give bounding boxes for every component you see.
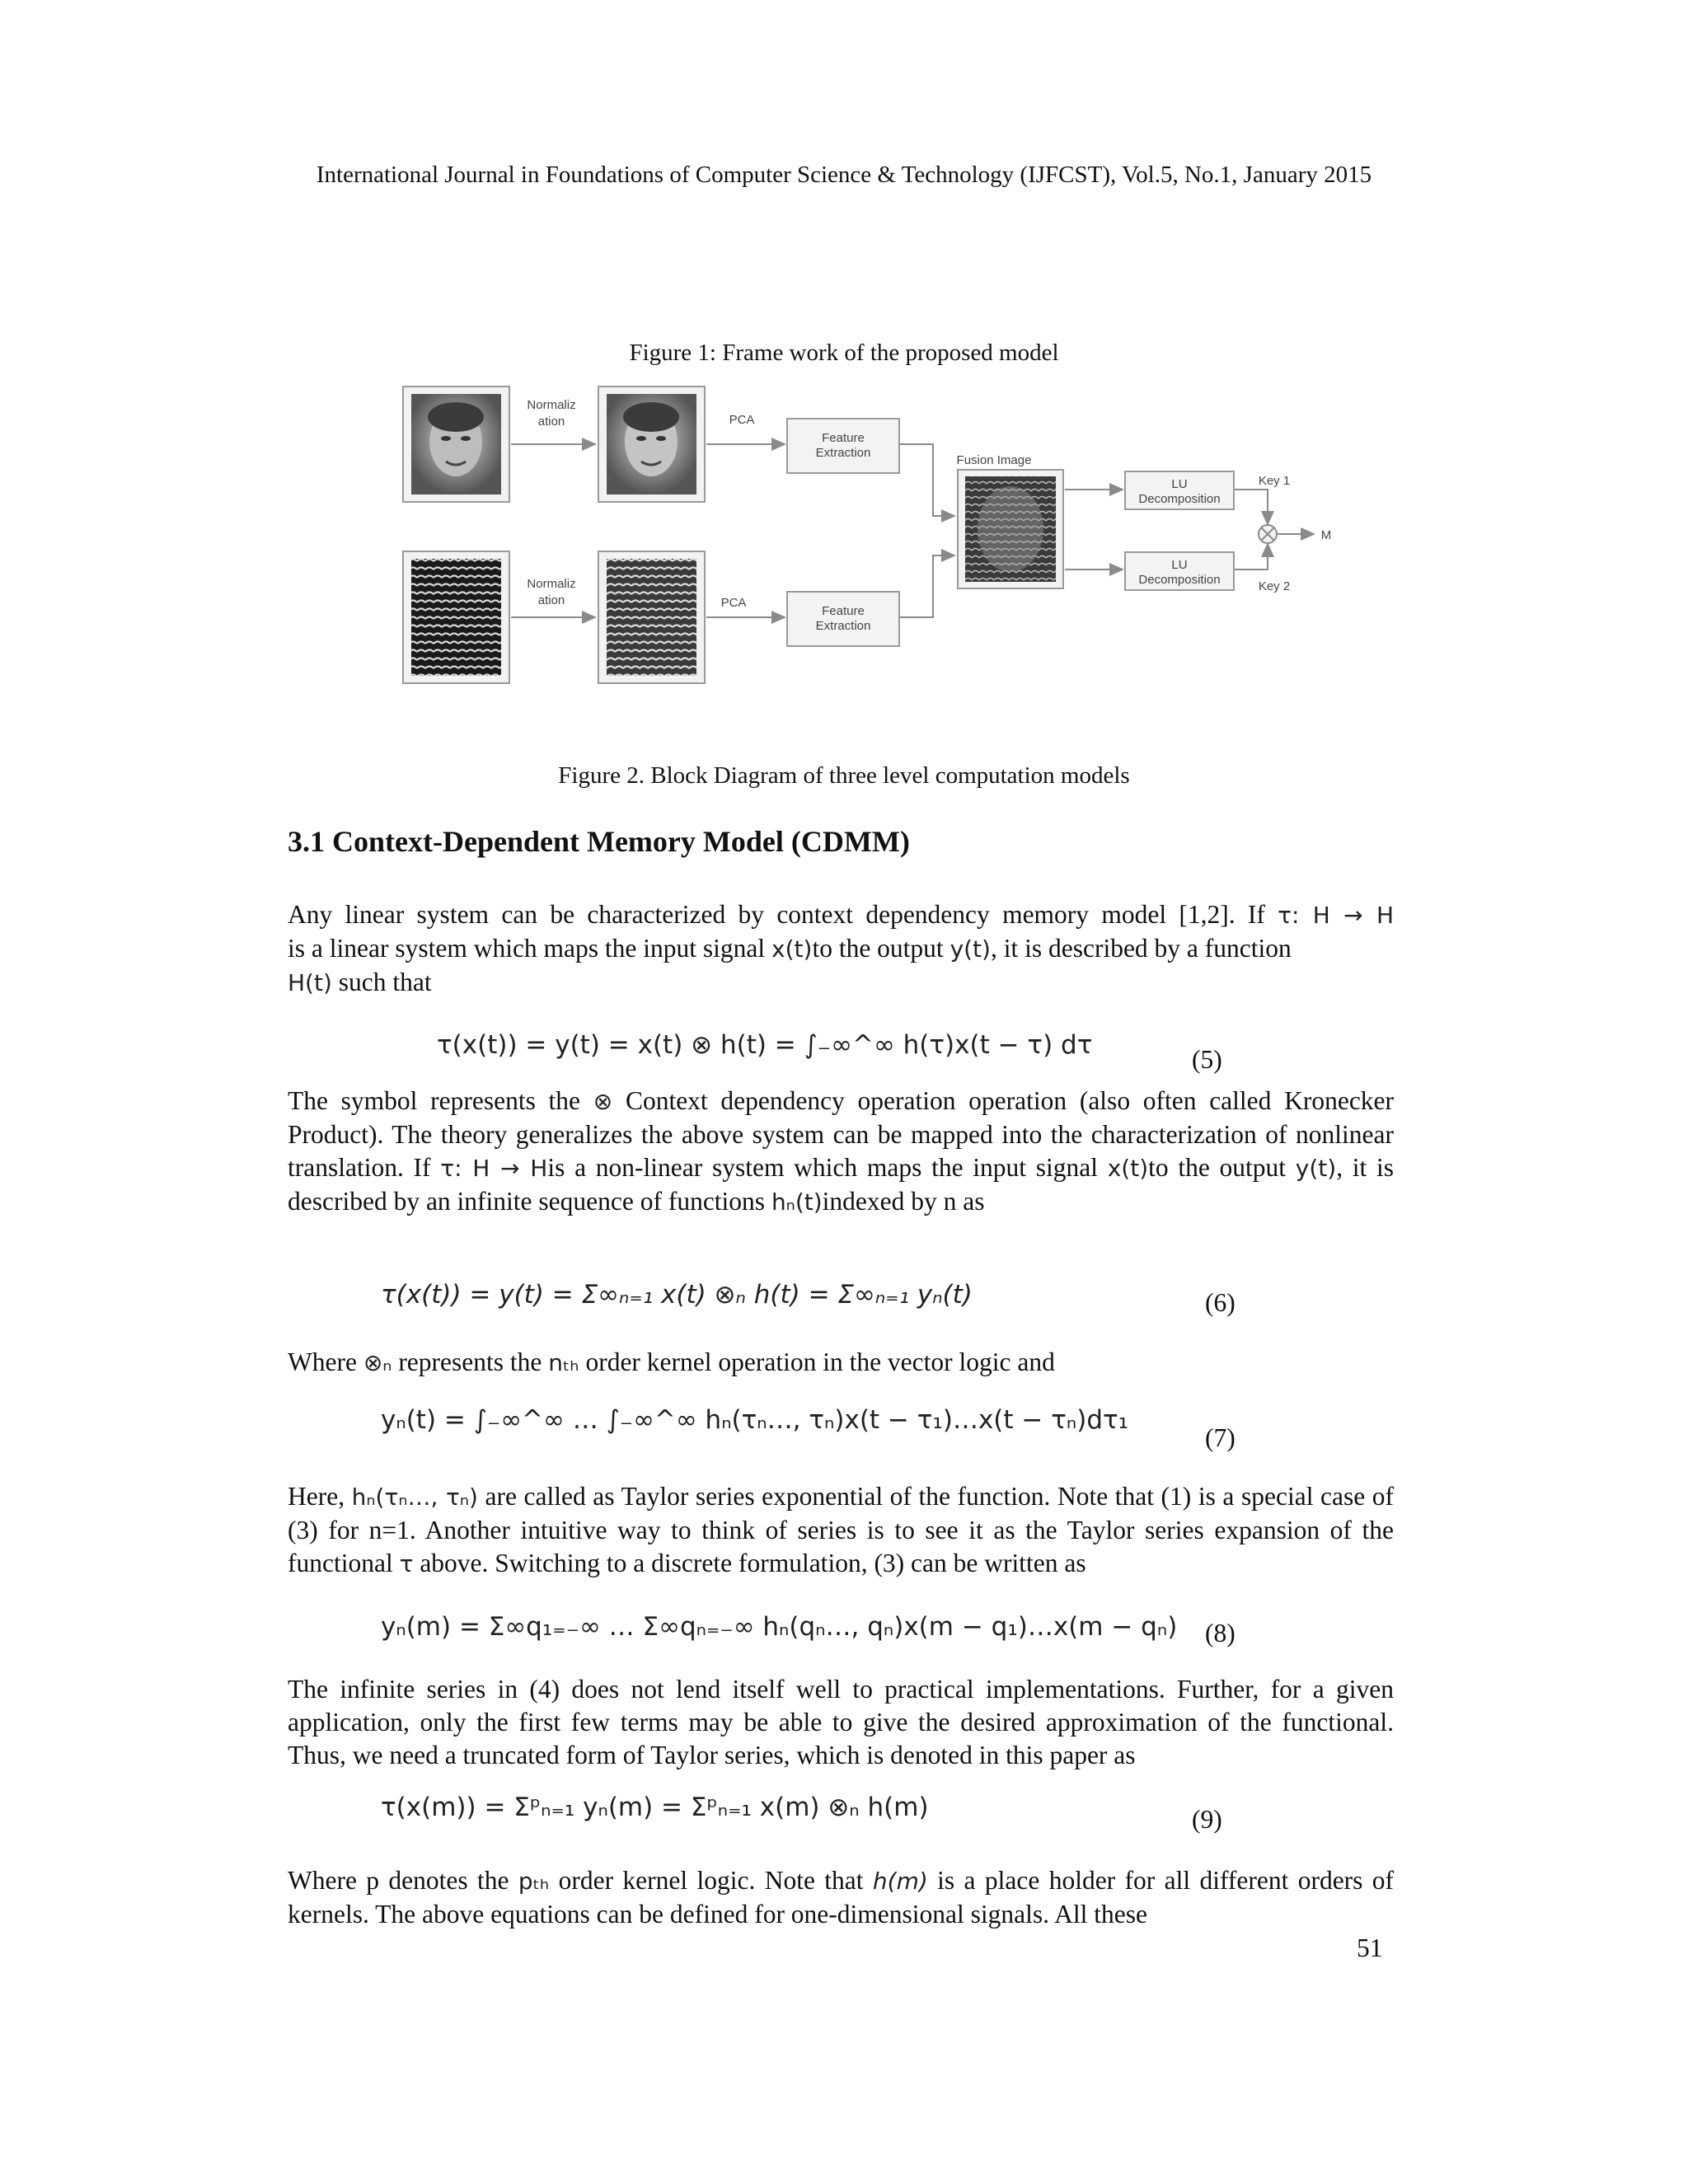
p4-math-h: hₙ(τₙ…, τₙ)	[351, 1483, 478, 1511]
p1-text-e: such that	[338, 968, 432, 996]
label-lu-bottom-2: Decomposition	[1138, 573, 1221, 587]
paragraph-5: The infinite series in (4) does not lend itself well to practical implementations. Further, for a given application, only the first few terms may be able to give the desired approximation of the functional. Thus, we need a truncated form of Taylor series, which is denoted in this paper as	[288, 1675, 1394, 1769]
equation-7-number: (7)	[1205, 1423, 1236, 1452]
face-image-input	[403, 387, 509, 502]
paragraph-6	[288, 1864, 1394, 1931]
p2-text-d: to the output	[1148, 1153, 1287, 1182]
face-image-normalized	[598, 387, 705, 502]
label-lu-top-2: Decomposition	[1138, 492, 1221, 506]
p3-text-b: represents the	[398, 1347, 542, 1376]
p6-math-hm: h(m)	[872, 1868, 928, 1895]
p1-text-d: , it is described by a function	[990, 934, 1292, 963]
label-output-m: M	[1320, 528, 1332, 542]
p1-math-x: x(t)	[771, 935, 813, 963]
label-lu-top-1: LU	[1171, 477, 1188, 491]
equation-6: τ(x(t)) = y(t) = Σ∞ₙ₌₁ x(t) ⊗ₙ h(t) = Σ∞ₙ₌₁ yₙ(t)	[381, 1280, 973, 1310]
p2-text-a: The symbol represents the	[288, 1086, 581, 1115]
paragraph-2	[288, 1085, 1394, 1219]
p2-text-b: Context dependency operation operation (also often called Kronecker Product). The theory generalizes the above system can be mapped into the characterization of nonlinear translation. If	[288, 1086, 1395, 1182]
p1-text-c: to the output	[812, 934, 944, 963]
equation-5: τ(x(t)) = y(t) = x(t) ⊗ h(t) = ∫₋∞^∞ h(τ)x(t − τ) dτ	[437, 1030, 1093, 1060]
label-normalization-top-2: ation	[537, 415, 565, 429]
paragraph-1	[288, 898, 1394, 1000]
figure-1-caption: Figure 1: Frame work of the proposed model	[629, 340, 1059, 366]
p3-text-c: order kernel operation in the vector logic and	[585, 1347, 1055, 1376]
paragraph-4	[288, 1480, 1394, 1581]
p1-math-map: τ: H → H	[1278, 902, 1394, 929]
p2-math-y: y(t)	[1295, 1155, 1337, 1182]
equation-9: τ(x(m)) = Σᵖₙ₌₁ yₙ(m) = Σᵖₙ₌₁ x(m) ⊗ₙ h(m)	[381, 1793, 929, 1822]
p2-text-e: , it is described by an infinite sequence of functions	[288, 1153, 1395, 1216]
journal-header: International Journal in Foundations of Computer Science & Technology (IJFCST), Vol.5, No.1, January 2015	[316, 162, 1372, 188]
p4-text-c: above. Switching to a discrete formulation, (3) can be written as	[420, 1549, 1086, 1577]
p1-math-y: y(t)	[950, 935, 991, 963]
label-feature-bottom-2: Extraction	[815, 619, 871, 633]
p2-math-otimes: ⊗	[593, 1088, 613, 1115]
p4-math-tau: τ	[399, 1550, 414, 1577]
p1-text-b: is a linear system which maps the input signal	[288, 934, 766, 963]
p3-math-nth: nₜₕ	[548, 1349, 579, 1376]
label-normalization-bottom-2: ation	[537, 593, 565, 607]
label-lu-bottom-1: LU	[1171, 558, 1188, 572]
label-feature-top-1: Feature	[822, 431, 865, 445]
p1-text-a: Any linear system can be characterized by context dependency memory model [1,2]. If	[288, 900, 1265, 929]
label-key-1: Key 1	[1258, 474, 1291, 488]
p3-math-otimes-n: ⊗ₙ	[363, 1349, 392, 1376]
p6-math-pth: pₜₕ	[518, 1868, 550, 1895]
figure-2-caption: Figure 2. Block Diagram of three level computation models	[558, 762, 1130, 789]
framework-diagram	[401, 384, 1373, 686]
section-heading: 3.1 Context-Dependent Memory Model (CDMM)	[288, 825, 910, 858]
label-key-2: Key 2	[1258, 579, 1291, 593]
page-number: 51	[1357, 1933, 1383, 1962]
p4-text-b: are called as Taylor series exponential of the function. Note that (1) is a special case of (3) for n=1. Another intuitive way to think of series is to see it as the Taylor series expansion of the functional	[288, 1482, 1395, 1577]
label-feature-top-2: Extraction	[815, 446, 871, 460]
equation-5-number: (5)	[1192, 1045, 1222, 1074]
paragraph-3	[288, 1346, 1394, 1380]
label-feature-bottom-1: Feature	[822, 604, 865, 618]
equation-7: yₙ(t) = ∫₋∞^∞ … ∫₋∞^∞ hₙ(τₙ…, τₙ)x(t − τ₁)…x(t − τₙ)dτ₁	[381, 1405, 1129, 1435]
p6-text-b: order kernel logic. Note that	[558, 1866, 864, 1895]
label-fusion-image: Fusion Image	[956, 453, 1032, 467]
fusion-image	[958, 470, 1063, 588]
p2-text-c: is a non-linear system which maps the input signal	[547, 1153, 1098, 1182]
equation-9-number: (9)	[1192, 1805, 1222, 1834]
fingerprint-image-input	[403, 551, 509, 683]
p2-math-hn: hₙ(t)	[771, 1188, 823, 1216]
p2-math-x: x(t)	[1107, 1155, 1149, 1182]
p3-text-a: Where	[288, 1347, 357, 1376]
p2-math-map: τ: H → H	[440, 1155, 548, 1182]
label-normalization-top-1: Normaliz	[527, 398, 576, 412]
equation-8-number: (8)	[1205, 1619, 1236, 1647]
equation-6-number: (6)	[1205, 1288, 1236, 1317]
p2-text-f: indexed by n as	[822, 1187, 985, 1216]
equation-8: yₙ(m) = Σ∞q₁₌₋∞ … Σ∞qₙ₌₋∞ hₙ(qₙ…, qₙ)x(m − q₁)…x(m − qₙ)	[381, 1612, 1178, 1642]
p6-text-c: is a place holder for all different orders of kernels. The above equations can be defined for one-dimensional signals. All these	[288, 1866, 1395, 1929]
p4-text-a: Here,	[288, 1482, 345, 1511]
label-pca-top: PCA	[729, 413, 755, 427]
fingerprint-image-normalized	[598, 551, 705, 683]
multiplier-node	[1259, 525, 1277, 543]
label-normalization-bottom-1: Normaliz	[527, 577, 576, 591]
p1-math-H: H(t)	[288, 969, 332, 996]
p6-text-a: Where p denotes the	[288, 1866, 509, 1895]
label-pca-bottom: PCA	[720, 596, 747, 610]
